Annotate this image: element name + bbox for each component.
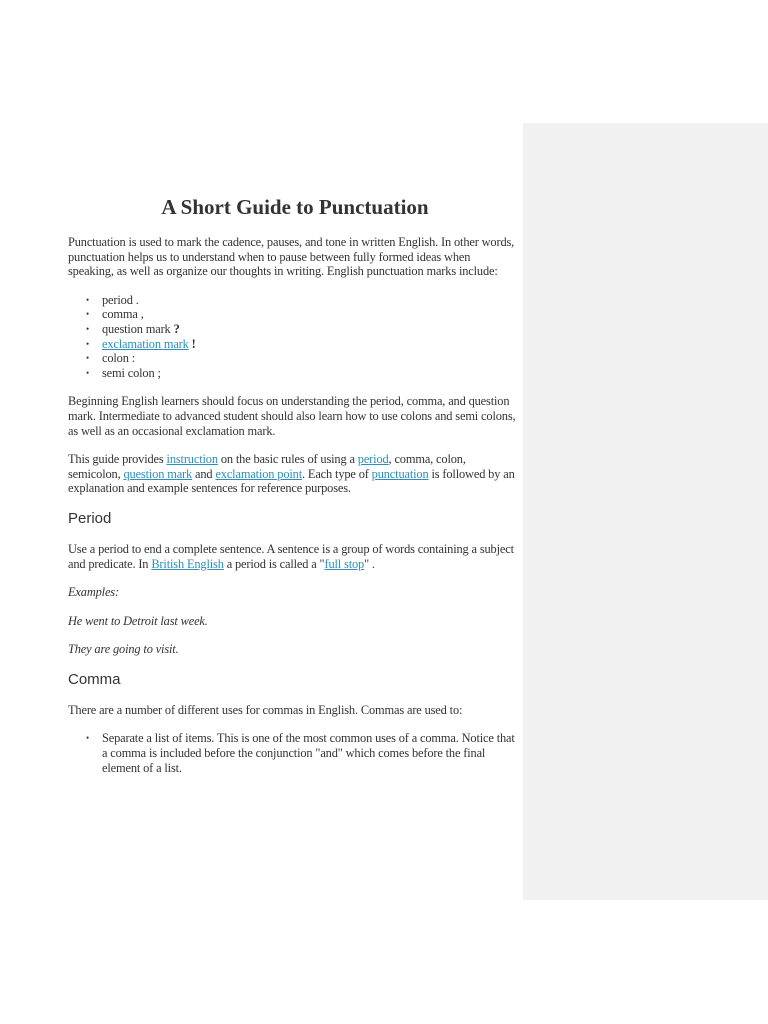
list-item [102, 366, 518, 381]
punctuation-link[interactable]: punctuation [371, 466, 429, 481]
mark-symbol: , [140, 307, 144, 322]
text-segment: a period is called a " [223, 556, 325, 571]
british-english-link[interactable]: British English [151, 556, 224, 571]
list-item [102, 322, 518, 337]
example-sentence: They are going to visit. [68, 642, 179, 657]
mark-name: period [102, 292, 133, 307]
full-stop-link[interactable]: full stop [324, 556, 365, 571]
list-item: • Separate a list of items. This is one of the most common uses of a comma. Notice that a comma is included before the conjunction "and" which comes before the final element of a list. [102, 731, 518, 775]
mark-symbol: . [135, 292, 139, 307]
text-segment: and [192, 466, 216, 481]
period-paragraph [68, 542, 518, 571]
learners-paragraph: Beginning English learners should focus on understanding the period, comma, and question mark. Intermediate to advanced student should also learn how to use colons and semi colons, as well as an occasional exclamation mark. [68, 394, 516, 438]
page-title: A Short Guide to Punctuation [161, 195, 429, 219]
mark-symbol: ; [157, 365, 161, 380]
list-item [102, 337, 518, 352]
examples-label: Examples: [68, 585, 119, 600]
example-sentence: He went to Detroit last week. [68, 613, 208, 628]
mark-name: question mark [102, 321, 171, 336]
punctuation-marks-list [68, 293, 518, 381]
document-body [68, 193, 518, 789]
mark-symbol: : [131, 351, 136, 366]
text-segment: , comma, colon, semicolon, [68, 452, 466, 481]
text-segment: Use a period to end a complete sentence. A sentence is a group of words containing a subject and predicate. In [68, 541, 514, 571]
text-segment: is followed by an explanation and example sentences for reference purposes. [68, 466, 515, 496]
text-segment: This guide provides [68, 452, 167, 467]
list-item [102, 307, 518, 322]
text-segment: on the basic rules of using a [217, 452, 358, 467]
comma-heading: Comma [68, 670, 121, 688]
mark-name: comma [102, 307, 138, 322]
comma-uses-list [68, 731, 518, 775]
comma-intro-paragraph: There are a number of different uses for commas in English. Commas are used to: [68, 702, 463, 717]
mark-symbol: ? [173, 321, 180, 336]
list-item [102, 351, 518, 366]
guide-paragraph [68, 452, 518, 496]
question-mark-link[interactable]: question mark [123, 466, 193, 481]
list-item [102, 293, 518, 308]
exclamation-point-link[interactable]: exclamation point [215, 466, 303, 481]
sidebar-panel [523, 123, 768, 900]
exclamation-mark-link[interactable]: exclamation mark [102, 336, 189, 351]
mark-name: semi colon [102, 365, 155, 380]
instruction-link[interactable]: instruction [166, 452, 218, 467]
intro-paragraph: Punctuation is used to mark the cadence, pauses, and tone in written English. In other words, punctuation helps us to understand when to pause between fully formed ideas when speaking, as well as organize our thoughts in writing. English punctuation marks include: [68, 235, 515, 279]
mark-symbol: ! [191, 336, 196, 351]
mark-name: colon [102, 351, 129, 366]
text-segment: " . [364, 556, 375, 571]
text-segment: . Each type of [302, 466, 372, 481]
period-heading: Period [68, 509, 112, 527]
period-link[interactable]: period [357, 452, 389, 467]
